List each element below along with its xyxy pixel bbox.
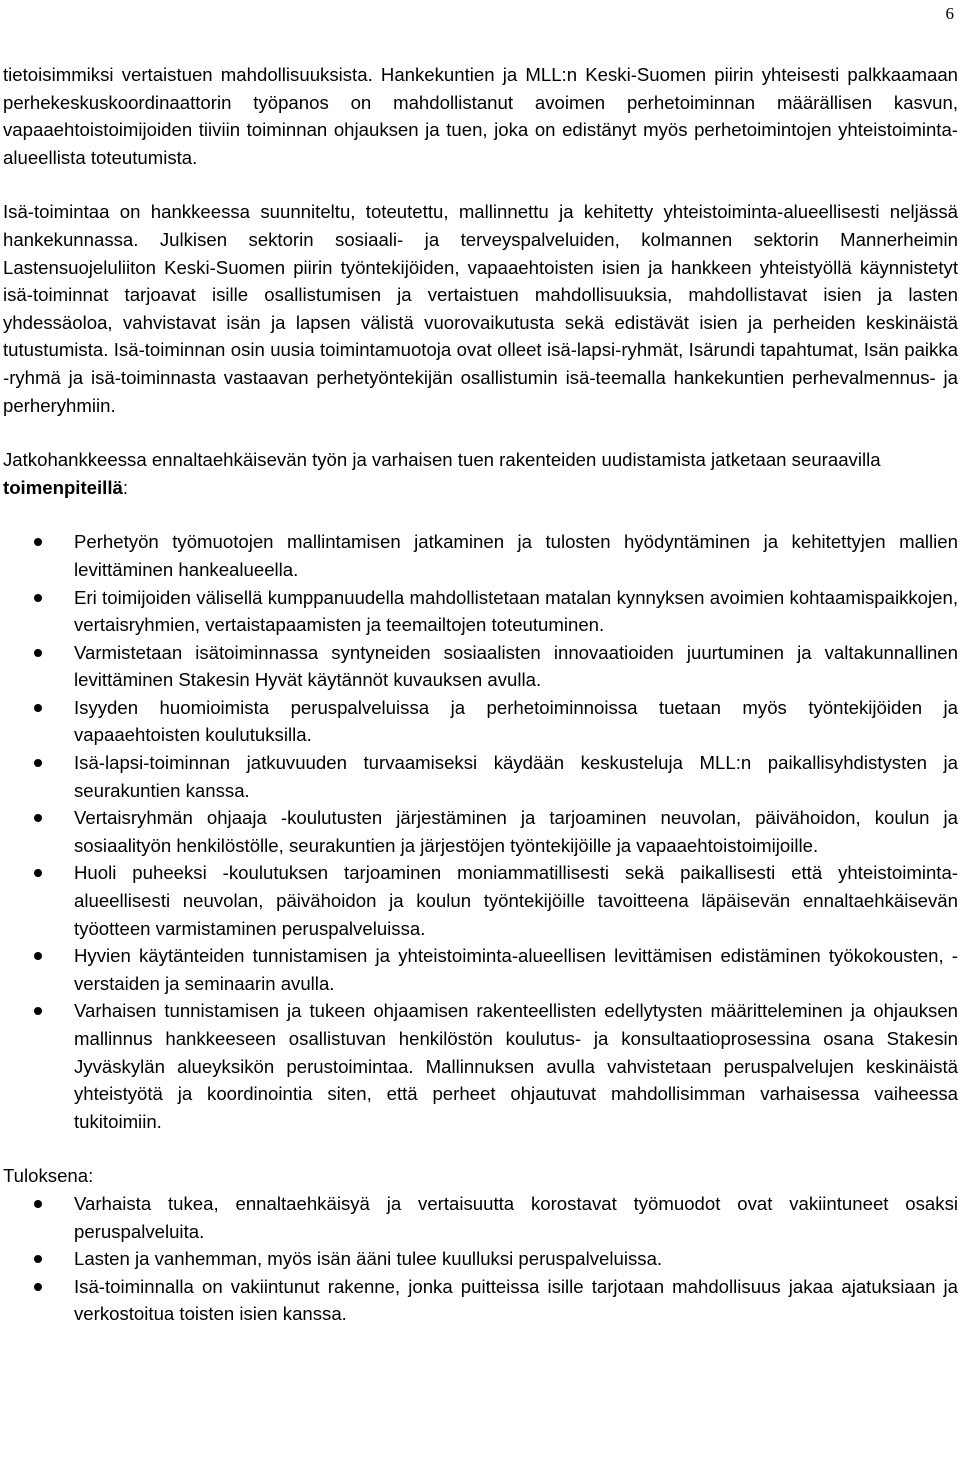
list-item-text: Hyvien käytänteiden tunnistamisen ja yhteistoiminta-alueellisen levittämisen edistäminen työkokousten, -verstaiden ja seminaarin avulla. xyxy=(74,945,958,994)
list-item xyxy=(3,1273,958,1328)
list-item-text: Isyyden huomioimista peruspalveluissa ja perhetoiminnoissa tuetaan myös työntekijöiden ja vapaaehtoisten koulutuksilla. xyxy=(74,696,958,746)
list-item xyxy=(3,1190,958,1245)
list-item-text: Varhaisen tunnistamisen ja tukeen ohjaamisen rakenteellisten edellytysten määritteleminen ja ohjauksen mallinnus hankkeeseen osallistuvan henkilöstön koulutus- ja konsultaatioprosessina osana Stakesin Jyväskylän alueyksikön perustoimintaa. Mallinnuksen avulla vahvistetaan peruspalvelujen keskinäistä yhteistyötä ja koordinointia siten, että perheet ohjautuvat mahdollisimman varhaisessa vaiheessa tukitoimiin. xyxy=(74,1000,958,1132)
list-item xyxy=(3,694,958,749)
list-item xyxy=(3,859,958,942)
lead-bold-word: toimenpiteillä xyxy=(3,476,123,498)
bullet-icon xyxy=(34,759,42,767)
bullet-icon xyxy=(34,814,42,822)
list-item-text: Varhaista tukea, ennaltaehkäisyä ja vertaisuutta korostavat työmuodot ovat vakiintuneet osaksi peruspalveluita. xyxy=(74,1192,958,1242)
list-item xyxy=(3,804,958,859)
bullet-icon xyxy=(34,1200,42,1208)
list-item xyxy=(3,528,958,583)
list-item-text: Perhetyön työmuotojen mallintamisen jatkaminen ja tulosten hyödyntäminen ja kehitettyjen mallien levittäminen hankealueella. xyxy=(74,531,958,580)
list-item-text: Isä-toiminnalla on vakiintunut rakenne, jonka puitteissa isille tarjotaan mahdollisuus jakaa ajatuksiaan ja verkostoitua toisten isien kanssa. xyxy=(74,1275,958,1325)
bullet-icon xyxy=(34,952,42,960)
results-list xyxy=(3,1190,958,1328)
bullet-icon xyxy=(34,1283,42,1291)
bullet-icon xyxy=(34,649,42,657)
intro-paragraph: tietoisimmiksi vertaistuen mahdollisuuksista. Hankekuntien ja MLL:n Keski-Suomen piirin yhteisesti palkkaamaan perhekeskuskoordinaattorin työpanos on mahdollistanut avoimen perhetoiminnan määrällisen kasvun, vapaaehtoistoimijoiden tiiviin toiminnan ohjauksen ja tuen, joka on edistänyt myös perhetoimintojen yhteistoiminta-alueellista toteutumista. xyxy=(3,64,958,168)
bullet-icon xyxy=(34,594,42,602)
list-item xyxy=(3,749,958,804)
measures-list xyxy=(3,528,958,1135)
list-item-text: Eri toimijoiden välisellä kumppanuudella mahdollistetaan matalan kynnyksen avoimien kohtaamispaikkojen, vertaisryhmien, vertaistapaamisten ja teemailtojen toteutuminen. xyxy=(74,586,958,636)
bullet-icon xyxy=(34,869,42,877)
page-number: 6 xyxy=(945,4,954,23)
results-heading: Tuloksena: xyxy=(3,1165,94,1187)
document-body xyxy=(3,61,958,1328)
list-item-text: Varmistetaan isätoiminnassa syntyneiden sosiaalisten innovaatioiden juurtuminen ja valtakunnallinen levittäminen Stakesin Hyvät käytännöt kuvauksen avulla. xyxy=(74,641,958,691)
isa-toiminta-paragraph: Isä-toimintaa on hankkeessa suunniteltu, toteutettu, mallinnettu ja kehitetty yhteistoiminta-alueellisesti neljässä hankekunnassa. Julkisen sektorin sosiaali- ja terveyspalveluiden, kolmannen sektorin Mannerheimin Lastensuojeluliiton Keski-Suomen piirin työntekijöiden, vapaaehtoisten isien ja hankkeen yhteistyöllä käynnistetyt isä-toiminnat tarjoavat isille osallistumisen ja vertaistuen mahdollisuuksia, mahdollistavat isien ja lasten yhdessäoloa, vahvistavat isän ja lapsen välistä vuorovaikutusta sekä edistävät isien ja perheiden keskinäistä tutustumista. Isä-toiminnan osin uusia toimintamuotoja ovat olleet isä-lapsi-ryhmät, Isärundi tapahtumat, Isän paikka -ryhmä ja isä-toiminnasta vastaavan perhetyöntekijän osallistumin isä-teemalla hankekuntien perhevalmennus- ja perheryhmiin. xyxy=(3,201,958,416)
measures-lead-paragraph xyxy=(3,446,958,501)
list-item-text: Lasten ja vanhemman, myös isän ääni tulee kuulluksi peruspalveluissa. xyxy=(74,1248,663,1270)
list-item-text: Isä-lapsi-toiminnan jatkuvuuden turvaamiseksi käydään keskusteluja MLL:n paikallisyhdistysten ja seurakuntien kanssa. xyxy=(74,752,958,801)
list-item xyxy=(3,639,958,694)
list-item-text: Huoli puheeksi -koulutuksen tarjoaminen moniammatillisesti sekä paikallisesti että yhteistoiminta-alueellisesti neuvolan, päivähoidon ja koulun työntekijöille tavoitteena läpäisevän ennaltaehkäisevän työotteen varmistaminen peruspalveluissa. xyxy=(74,862,958,939)
list-item xyxy=(3,942,958,997)
list-item-text: Vertaisryhmän ohjaaja -koulutusten järjestäminen ja tarjoaminen neuvolan, päivähoidon, koulun ja sosiaalityön henkilöstölle, seurakuntien ja järjestöjen työntekijöille ja vapaaehtoistoimijoille. xyxy=(74,807,958,856)
bullet-icon xyxy=(34,1007,42,1015)
bullet-icon xyxy=(34,1255,42,1263)
bullet-icon xyxy=(34,538,42,546)
lead-colon: : xyxy=(122,476,129,498)
list-item xyxy=(3,997,958,1135)
bullet-icon xyxy=(34,704,42,712)
lead-text: Jatkohankkeessa ennaltaehkäisevän työn ja varhaisen tuen rakenteiden uudistamista jatketaan seuraavilla xyxy=(3,449,881,471)
list-item xyxy=(3,584,958,639)
list-item xyxy=(3,1245,958,1273)
